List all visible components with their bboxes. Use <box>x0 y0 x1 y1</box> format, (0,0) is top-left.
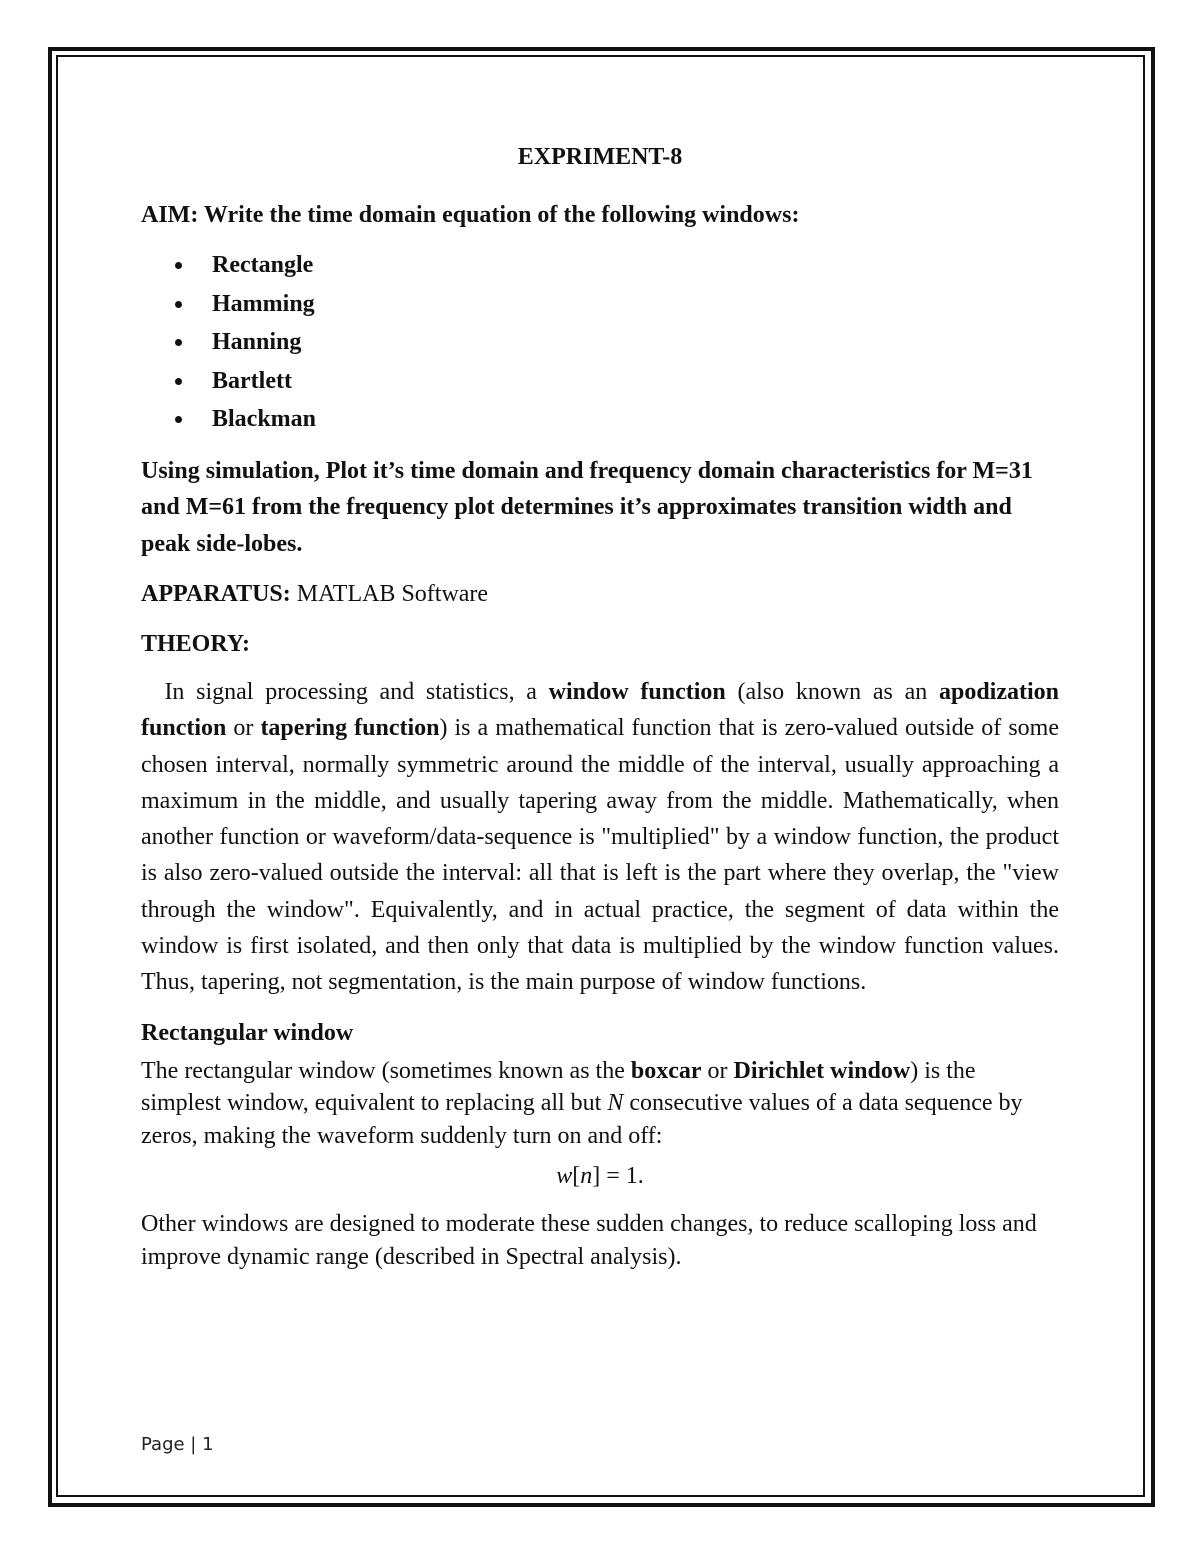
rect-text: consecutive values of a data sequence by zeros, making the waveform suddenly turn on and off: <box>141 1090 1023 1149</box>
task-statement: Using simulation, Plot it’s time domain and frequency domain characteristics for M=31 and M=61 from the frequency plot determines it’s approximates transition width and peak side-lobes. <box>141 457 1033 557</box>
apparatus-label: APPARATUS: <box>141 581 291 607</box>
list-item: Blackman <box>141 400 1059 439</box>
apparatus-line <box>141 576 1059 612</box>
equation-index: n <box>580 1163 593 1190</box>
rect-text: ) is the simplest window, equivalent to replacing all but <box>141 1057 976 1117</box>
term-tapering-function: tapering function <box>260 715 440 742</box>
page-number-footer: Page | 1 <box>141 1434 214 1455</box>
term-dirichlet-window: Dirichlet window <box>733 1057 911 1084</box>
theory-heading: THEORY: <box>141 631 250 657</box>
aim-statement: AIM: Write the time domain equation of the following windows: <box>141 202 800 228</box>
document-body <box>141 138 1059 1273</box>
theory-text: (also known as an <box>725 679 939 705</box>
theory-text: In signal processing and statistics, a <box>164 679 549 705</box>
rectangular-window-heading: Rectangular window <box>141 1019 354 1046</box>
term-boxcar: boxcar <box>630 1057 702 1084</box>
rect-text: or <box>701 1057 734 1084</box>
list-item: Hanning <box>141 323 1059 362</box>
rectangular-window-equation <box>141 1158 1059 1194</box>
term-window-function: window function <box>548 679 726 705</box>
theory-paragraph <box>141 674 1059 1001</box>
equation-rhs: ] = 1. <box>592 1163 644 1190</box>
term-apodization-function: apodization function <box>141 679 1060 742</box>
list-item: Hamming <box>141 285 1059 324</box>
window-list <box>141 246 1059 439</box>
rect-text: The rectangular window (sometimes known as the <box>141 1057 631 1084</box>
theory-text: or <box>226 715 261 742</box>
variable-n: N <box>607 1090 624 1117</box>
list-item: Rectangle <box>141 246 1059 285</box>
document-title: EXPRIMENT-8 <box>517 144 683 170</box>
list-item: Bartlett <box>141 362 1059 401</box>
other-windows-paragraph: Other windows are designed to moderate these sudden changes, to reduce scalloping loss and improve dynamic range (described in Spectral analysis). <box>141 1211 1037 1270</box>
rectangular-window-paragraph <box>141 1055 1059 1153</box>
apparatus-value: MATLAB Software <box>290 581 489 607</box>
equation-function: w <box>556 1163 573 1190</box>
equation-bracket: [ <box>572 1163 581 1190</box>
theory-text: ) is a mathematical function that is zero-valued outside of some chosen interval, normally symmetric around the middle of the interval, usually approaching a maximum in the middle, and usually tapering away from the middle. Mathematically, when another function or waveform/data-sequence is "multiplied" by a window function, the product is also zero-valued outside the interval: all that is left is the part where they overlap, the "view through the window". Equivalently, and in actual practice, the segment of data within the window is first isolated, and then only that data is multiplied by the window function values. Thus, tapering, not segmentation, is the main purpose of window functions. <box>141 715 1059 996</box>
